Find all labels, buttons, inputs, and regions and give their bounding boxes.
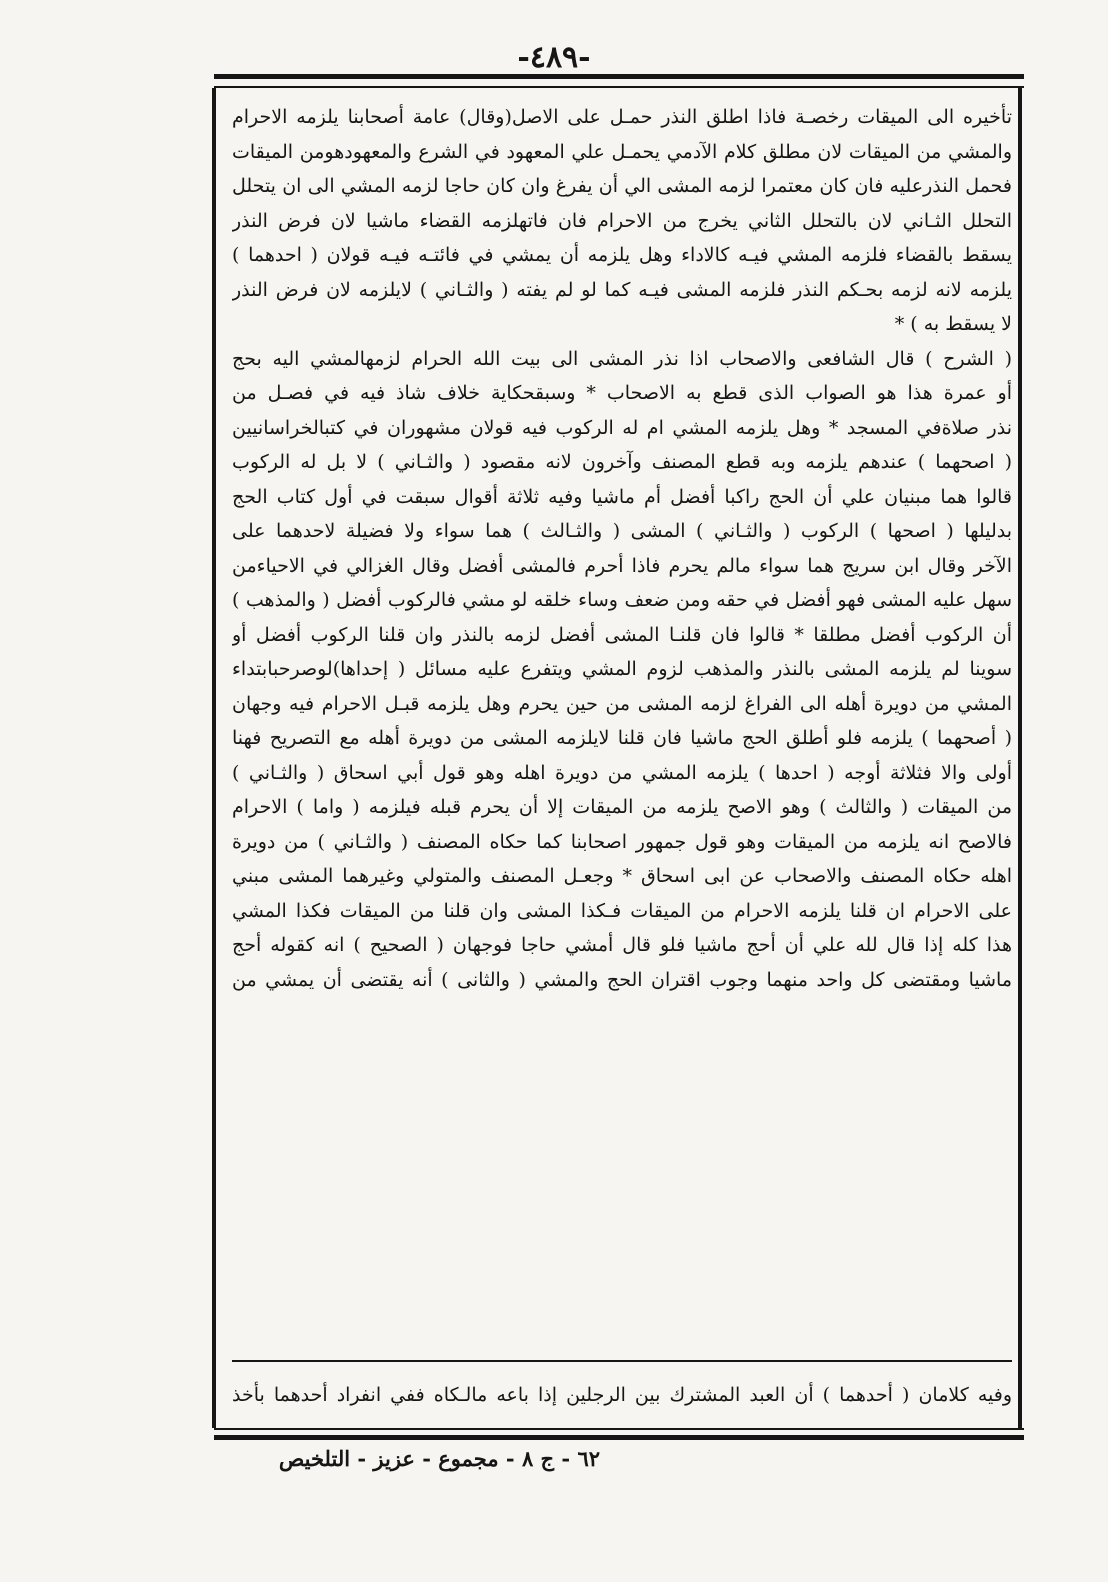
- text-line: الآخر وقال ابن سريج هما سواء مالم يحرم فاذا أحرم فالمشى أفضل وقال الغزالي في الاحياءمن: [232, 554, 1012, 577]
- frame-bottom-rule: [214, 1428, 1024, 1440]
- text-line: لا يسقط به ) *: [894, 313, 1012, 335]
- text-line: هذا كله إذا قال لله علي أن أحج ماشيا فلو قال أمشي حاجا فوجهان ( الصحيح ) انه كقوله أحج: [232, 934, 1012, 956]
- text-line: أو عمرة هذا هو الصواب الذى قطع به الاصحاب * وسبقحكاية خلاف شاذ فيه في فصـل من: [232, 382, 1012, 404]
- page-number: -٤٨٩-: [517, 40, 591, 75]
- main-text: [232, 100, 1012, 997]
- text-line: والمشي من الميقات لان مطلق كلام الآدمي يحمـل علي المعهود في الشرع والمعهودهومن الميقات: [232, 140, 1012, 163]
- text-line: قالوا هما مبنيان علي أن الحج راكبا أفضل أم ماشيا وفيه ثلاثة أقوال سبقت في أول كتاب الحج: [232, 485, 1012, 508]
- text-line: ماشيا ومقتضى كل واحد منهما وجوب اقتران الحج والمشي ( والثانى ) أنه يقتضى أن يمشي من: [232, 968, 1012, 991]
- frame-top-rule: [214, 74, 1024, 88]
- text-line: يلزمه لانه لزمه بحـكم النذر فلزمه المشى فيـه كما لو لم يفته ( والثـاني ) لايلزمه لان فرض النذر: [232, 278, 1012, 301]
- text-line: بدليلها ( اصحها ) الركوب ( والثـاني ) المشى ( والثـالث ) هما سواء ولا فضيلة لاحدهما على: [232, 520, 1012, 542]
- text-line: التحلل الثـاني لان بالتحلل الثاني يخرج من الاحرام فان فاتهلزمه القضاء ماشيا لان فرض النذر: [232, 209, 1012, 232]
- text-line: نذر صلاةفي المسجد * وهل يلزمه المشي ام له الركوب فيه قولان مشهوران في كتبالخراسانيين: [232, 416, 1012, 439]
- text-line: ( أصحهما ) يلزمه فلو أطلق الحج ماشيا فان قلنا لايلزمه المشى من دويرة أهله مع التصريح فهنا: [232, 727, 1012, 749]
- text-line: ( الشرح ) قال الشافعى والاصحاب اذا نذر المشى الى بيت الله الحرام لزمهالمشي اليه بحج: [232, 347, 1012, 370]
- text-line: أولى والا فثلاثة أوجه ( احدها ) يلزمه المشي من دويرة اهله وهو قول أبي اسحاق ( والثـاني ): [232, 761, 1012, 784]
- text-line: المشي من دويرة أهله الى الفراغ لزمه المشى من حين يحرم وهل يلزمه قبـل الاحرام فيه وجهان: [232, 692, 1012, 715]
- footnote: وفيه كلامان ( أحدهما ) أن العبد المشترك بين الرجلين إذا باعه مالـكاه ففي انفراد أحدهما بأخذ: [232, 1384, 1012, 1406]
- text-line: سوينا لم يلزمه المشى بالنذر والمذهب لزوم المشي ويتفرع عليه مسائل ( إحداها)لوصرحبابتداء: [232, 658, 1012, 680]
- text-line: اهله حكاه المصنف والاصحاب عن ابى اسحاق * وجعـل المصنف والمتولي وغيرهما المشى مبني: [232, 865, 1012, 887]
- signature-line: ٦٢ - ج ٨ - مجموع - عزيز - التلخيص: [278, 1446, 600, 1471]
- text-line: سهل عليه المشى فهو أفضل في حقه ومن ضعف وساء خلقه لو مشي فالركوب أفضل ( والمذهب ): [232, 589, 1012, 611]
- text-line: فالاصح انه يلزمه من الميقات وهو قول جمهور اصحابنا كما حكاه المصنف ( والثـاني ) من دويرة: [232, 830, 1012, 853]
- frame-left-rule: [212, 88, 216, 1428]
- text-line: يسقط بالقضاء فلزمه المشي فيـه كالاداء وهل يلزمه أن يمشي في فائتـه فيـه قولان ( احدهما ): [232, 244, 1012, 266]
- frame-right-rule: [1018, 88, 1022, 1428]
- text-line: من الميقات ( والثالث ) وهو الاصح يلزمه من الميقات إلا أن يحرم قبله فيلزمه ( واما ) الاحرام: [232, 796, 1012, 818]
- text-line: ( اصحهما ) عندهم يلزمه وبه قطع المصنف وآخرون لانه مقصود ( والثـاني ) لا بل له الركوب: [232, 451, 1012, 473]
- text-line: على الاحرام ان قلنا يلزمه الاحرام من الميقات فـكذا المشى وان قلنا من الميقات فكذا المشي: [232, 899, 1012, 922]
- footnote-rule: [232, 1360, 1012, 1365]
- text-line: تأخيره الى الميقات رخصـة فاذا اطلق النذر حمـل على الاصل(وقال) عامة أصحابنا يلزمه الاحرام: [232, 106, 1012, 128]
- text-line: فحمل النذرعليه فان كان معتمرا لزمه المشى الي أن يفرغ وان كان حاجا لزمه المشي الى ان يتحلل: [232, 175, 1012, 197]
- text-line: أن الركوب أفضل مطلقا * قالوا فان قلنـا المشى أفضل لزمه بالنذر وان قلنا الركوب أفضل أو: [232, 623, 1012, 646]
